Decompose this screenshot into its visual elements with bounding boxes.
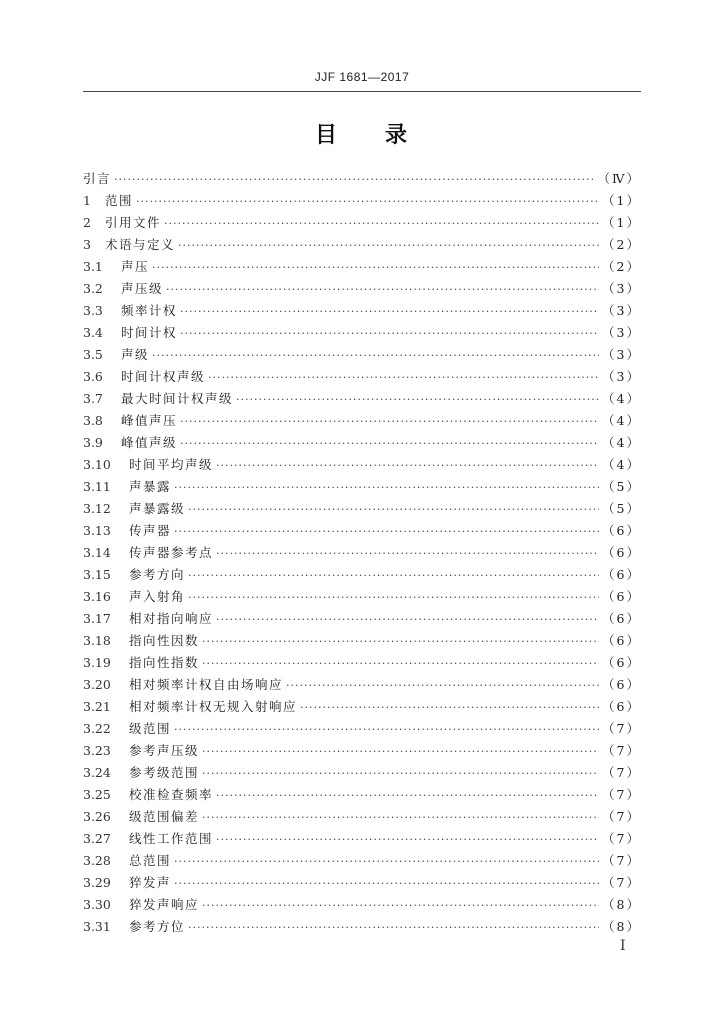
- toc-entry-page: （8）: [602, 897, 641, 912]
- toc-entry[interactable]: [83, 256, 641, 278]
- toc-entry-title: 传声器: [129, 523, 172, 538]
- toc-entry-number: 3.15: [83, 567, 111, 582]
- toc-entry-page: （4）: [602, 435, 641, 450]
- toc-entry-title: 传声器参考点: [129, 545, 214, 560]
- toc-entry-title: 猝发声响应: [129, 897, 200, 912]
- toc-entry[interactable]: [83, 652, 641, 674]
- toc-entry-page: （3）: [602, 347, 641, 362]
- toc-entry-number: 3.27: [83, 831, 111, 846]
- toc-entry[interactable]: [83, 674, 641, 696]
- toc-dot-leader: [216, 455, 599, 477]
- toc-entry-page: （4）: [602, 413, 641, 428]
- toc-dot-leader: [202, 653, 599, 675]
- toc-entry-page: （2）: [602, 259, 641, 274]
- toc-entry-title: 总范围: [129, 853, 172, 868]
- toc-entry-number: 3.23: [83, 743, 111, 758]
- toc-entry-number: 3.8: [83, 413, 103, 428]
- toc-entry[interactable]: [83, 696, 641, 718]
- toc-entry-number: 3.24: [83, 765, 111, 780]
- toc-dot-leader: [188, 565, 599, 587]
- toc-entry-number: 1: [83, 193, 91, 208]
- toc-entry-title: 声级: [121, 347, 150, 362]
- toc-entry-number: 3.7: [83, 391, 103, 406]
- toc-entry-number: 3.31: [83, 919, 111, 934]
- toc-entry-title: 指向性指数: [129, 655, 200, 670]
- toc-entry[interactable]: [83, 454, 641, 476]
- toc-entry[interactable]: [83, 784, 641, 806]
- toc-entry[interactable]: [83, 894, 641, 916]
- page-number: I: [620, 938, 626, 954]
- toc-dot-leader: [300, 697, 599, 719]
- toc-entry-number: 3.3: [83, 303, 103, 318]
- toc-entry[interactable]: [83, 718, 641, 740]
- toc-entry-page: （6）: [602, 699, 641, 714]
- toc-entry-number: 3.12: [83, 501, 111, 516]
- toc-entry-title: 参考方向: [129, 567, 186, 582]
- toc-entry[interactable]: [83, 520, 641, 542]
- toc-dot-leader: [174, 873, 599, 895]
- toc-entry-title: 相对指向响应: [129, 611, 214, 626]
- toc-dot-leader: [202, 741, 599, 763]
- toc-entry-page: （3）: [602, 281, 641, 296]
- toc-entry-title: 最大时间计权声级: [121, 391, 234, 406]
- toc-entry-title: 峰值声压: [121, 413, 178, 428]
- toc-entry[interactable]: [83, 476, 641, 498]
- toc-entry-number: 3.29: [83, 875, 111, 890]
- toc-dot-leader: [202, 807, 599, 829]
- toc-entry-number: 3.14: [83, 545, 111, 560]
- toc-entry-title: 级范围: [129, 721, 172, 736]
- toc-entry-page: （4）: [602, 391, 641, 406]
- toc-entry-page: （6）: [602, 523, 641, 538]
- toc-entry-number: 3.30: [83, 897, 111, 912]
- toc-entry-page: （1）: [602, 193, 641, 208]
- toc-dot-leader: [216, 543, 599, 565]
- toc-dot-leader: [216, 609, 599, 631]
- toc-entry-number: 3.28: [83, 853, 111, 868]
- toc-entry[interactable]: [83, 168, 641, 190]
- toc-entry[interactable]: [83, 608, 641, 630]
- toc-entry-number: 3.4: [83, 325, 103, 340]
- toc-dot-leader: [180, 433, 599, 455]
- toc-entry[interactable]: [83, 344, 641, 366]
- toc-entry-number: 3.2: [83, 281, 103, 296]
- toc-entry-page: （2）: [602, 237, 641, 252]
- toc-dot-leader: [180, 411, 599, 433]
- toc-dot-leader: [216, 785, 599, 807]
- toc-entry-page: （7）: [602, 875, 641, 890]
- toc-entry[interactable]: [83, 278, 641, 300]
- toc-entry-title: 相对频率计权自由场响应: [129, 677, 284, 692]
- toc-dot-leader: [188, 917, 599, 939]
- toc-entry-page: （6）: [602, 633, 641, 648]
- toc-entry[interactable]: [83, 322, 641, 344]
- toc-entry-number: 3.6: [83, 369, 103, 384]
- toc-entry[interactable]: [83, 300, 641, 322]
- toc-entry-page: （8）: [602, 919, 641, 934]
- toc-dot-leader: [216, 829, 599, 851]
- toc-entry[interactable]: [83, 190, 641, 212]
- toc-entry-title: 声入射角: [129, 589, 186, 604]
- toc-entry-title: 参考级范围: [129, 765, 200, 780]
- toc-title-part1: 目: [314, 123, 339, 148]
- toc-dot-leader: [164, 213, 599, 235]
- toc-entry-page: （Ⅳ）: [597, 171, 641, 186]
- toc-entry-number: 3.26: [83, 809, 111, 824]
- toc-entry-number: 3.18: [83, 633, 111, 648]
- toc-entry-page: （3）: [602, 325, 641, 340]
- toc-entry-title: 相对频率计权无规入射响应: [129, 699, 298, 714]
- toc-entry-title: 声暴露: [129, 479, 172, 494]
- toc-entry-page: （6）: [602, 567, 641, 582]
- toc-entry-page: （7）: [602, 743, 641, 758]
- toc-entry-number: 3.19: [83, 655, 111, 670]
- toc-entry-page: （7）: [602, 853, 641, 868]
- toc-entry[interactable]: [83, 630, 641, 652]
- toc-entry-number: 3.16: [83, 589, 111, 604]
- toc-entry-title: 术语与定义: [105, 237, 176, 252]
- toc-entry-number: 3.17: [83, 611, 111, 626]
- toc-entry-title: 时间计权: [121, 325, 178, 340]
- toc-dot-leader: [178, 235, 599, 257]
- toc-list: [83, 168, 641, 938]
- toc-entry-page: （1）: [602, 215, 641, 230]
- toc-entry[interactable]: [83, 212, 641, 234]
- toc-entry-number: 3: [83, 237, 91, 252]
- toc-entry[interactable]: [83, 234, 641, 256]
- toc-entry[interactable]: [83, 916, 641, 938]
- toc-entry-page: （6）: [602, 589, 641, 604]
- toc-entry-title: 参考声压级: [129, 743, 200, 758]
- toc-entry-page: （7）: [602, 809, 641, 824]
- toc-entry-title: 声压: [121, 259, 150, 274]
- toc-dot-leader: [202, 895, 599, 917]
- toc-entry-page: （7）: [602, 831, 641, 846]
- toc-dot-leader: [114, 169, 594, 191]
- toc-title: [0, 118, 724, 149]
- toc-entry-number: 2: [83, 215, 91, 230]
- toc-entry[interactable]: [83, 850, 641, 872]
- toc-entry[interactable]: [83, 806, 641, 828]
- toc-dot-leader: [202, 631, 599, 653]
- toc-entry-number: 3.11: [83, 479, 111, 494]
- toc-dot-leader: [202, 763, 599, 785]
- toc-entry[interactable]: [83, 872, 641, 894]
- toc-entry-number: 3.13: [83, 523, 111, 538]
- toc-dot-leader: [166, 279, 599, 301]
- toc-entry-page: （3）: [602, 369, 641, 384]
- toc-entry-number: 3.10: [83, 457, 111, 472]
- toc-entry-number: 3.22: [83, 721, 111, 736]
- toc-entry-page: （7）: [602, 787, 641, 802]
- toc-dot-leader: [188, 499, 599, 521]
- header-rule: [83, 91, 641, 92]
- toc-entry-page: （6）: [602, 545, 641, 560]
- toc-entry[interactable]: [83, 542, 641, 564]
- toc-entry-title: 引言: [83, 171, 112, 186]
- toc-entry-title: 声暴露级: [129, 501, 186, 516]
- toc-dot-leader: [180, 323, 599, 345]
- toc-entry-number: 3.25: [83, 787, 111, 802]
- toc-entry-page: （5）: [602, 501, 641, 516]
- toc-entry[interactable]: [83, 410, 641, 432]
- toc-entry[interactable]: [83, 762, 641, 784]
- toc-dot-leader: [286, 675, 599, 697]
- toc-entry-page: （4）: [602, 457, 641, 472]
- toc-entry[interactable]: [83, 366, 641, 388]
- toc-entry-title: 线性工作范围: [129, 831, 214, 846]
- standard-code: JJF 1681—2017: [314, 70, 410, 84]
- toc-dot-leader: [236, 389, 599, 411]
- toc-entry-number: 3.1: [83, 259, 103, 274]
- toc-dot-leader: [208, 367, 599, 389]
- toc-entry[interactable]: [83, 586, 641, 608]
- toc-entry-title: 时间平均声级: [129, 457, 214, 472]
- toc-entry-title: 校准检查频率: [129, 787, 214, 802]
- toc-entry-page: （3）: [602, 303, 641, 318]
- toc-entry[interactable]: [83, 564, 641, 586]
- toc-entry-title: 峰值声级: [121, 435, 178, 450]
- toc-entry[interactable]: [83, 740, 641, 762]
- toc-dot-leader: [174, 521, 599, 543]
- toc-entry-title: 级范围偏差: [129, 809, 200, 824]
- toc-entry[interactable]: [83, 432, 641, 454]
- toc-entry-title: 范围: [105, 193, 134, 208]
- toc-entry-number: 3.5: [83, 347, 103, 362]
- toc-entry-number: 3.9: [83, 435, 103, 450]
- toc-dot-leader: [174, 719, 599, 741]
- toc-entry-title: 猝发声: [129, 875, 172, 890]
- toc-entry-page: （6）: [602, 677, 641, 692]
- toc-entry-page: （6）: [602, 655, 641, 670]
- toc-entry-title: 时间计权声级: [121, 369, 206, 384]
- toc-entry-title: 参考方位: [129, 919, 186, 934]
- toc-title-part2: 录: [385, 123, 410, 148]
- toc-entry-page: （5）: [602, 479, 641, 494]
- toc-entry[interactable]: [83, 498, 641, 520]
- toc-dot-leader: [188, 587, 599, 609]
- toc-dot-leader: [180, 301, 599, 323]
- toc-entry-page: （7）: [602, 765, 641, 780]
- toc-entry-number: 3.21: [83, 699, 111, 714]
- toc-dot-leader: [174, 851, 599, 873]
- toc-entry-title: 指向性因数: [129, 633, 200, 648]
- toc-entry-title: 频率计权: [121, 303, 178, 318]
- toc-dot-leader: [152, 257, 599, 279]
- toc-entry[interactable]: [83, 828, 641, 850]
- toc-entry-page: （7）: [602, 721, 641, 736]
- toc-dot-leader: [136, 191, 599, 213]
- toc-dot-leader: [174, 477, 599, 499]
- toc-entry-number: 3.20: [83, 677, 111, 692]
- toc-entry[interactable]: [83, 388, 641, 410]
- toc-entry-title: 引用文件: [105, 215, 162, 230]
- toc-entry-title: 声压级: [121, 281, 164, 296]
- toc-dot-leader: [152, 345, 599, 367]
- toc-entry-page: （6）: [602, 611, 641, 626]
